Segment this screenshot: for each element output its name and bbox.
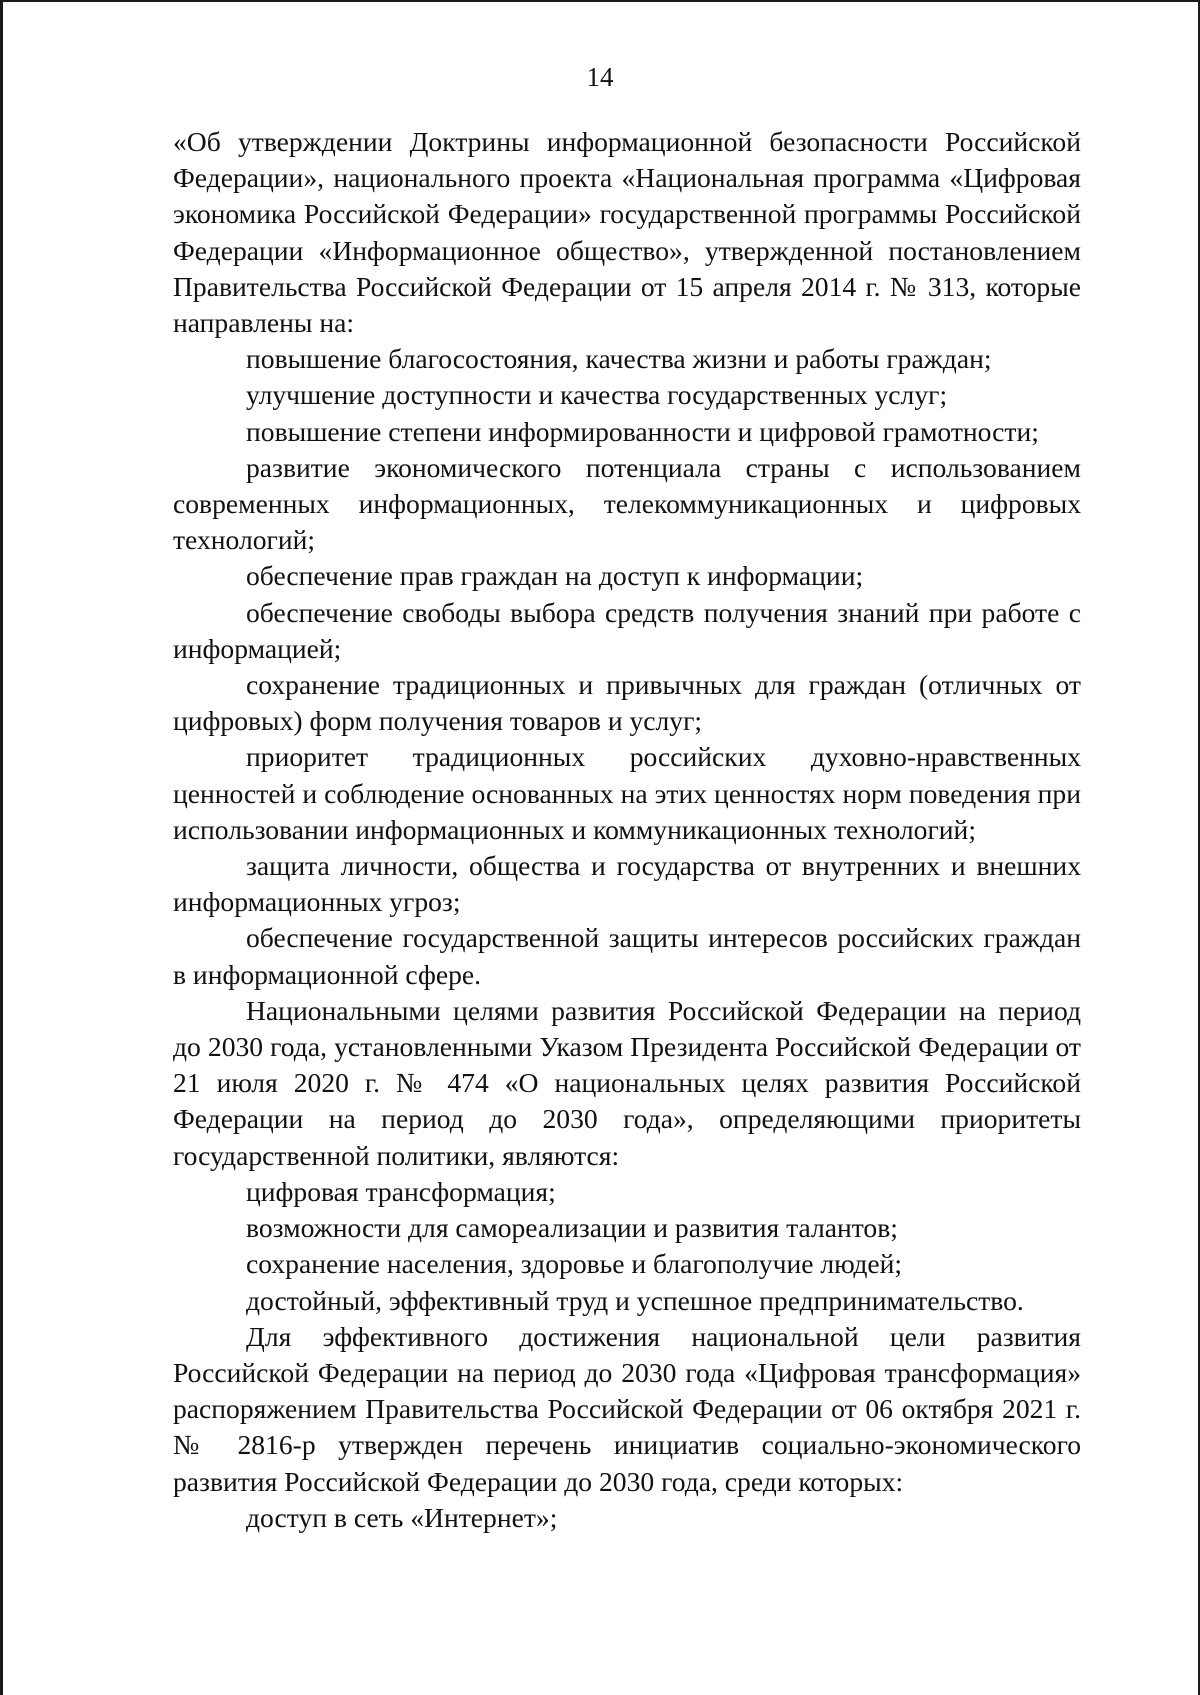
- list-item: улучшение доступности и качества государственных услуг;: [246, 379, 948, 411]
- list-item: возможности для самореализации и развития талантов;: [246, 1212, 898, 1244]
- list-item: обеспечение свободы выбора средств получения знаний при работе с информацией;: [173, 596, 1081, 664]
- document-body: [173, 124, 1081, 1536]
- page-number: 14: [586, 62, 614, 92]
- list-item: приоритет традиционных российских духовно-нравственных ценностей и соблюдение основанных на этих ценностях норм поведения при использовании информационных и коммуникационных технологий;: [173, 741, 1081, 845]
- list-item: обеспечение государственной защиты интересов российских граждан в информационной сфере.: [173, 922, 1081, 990]
- scan-border-top: [0, 0, 1200, 2]
- list-item: повышение благосостояния, качества жизни и работы граждан;: [246, 343, 992, 375]
- list-item: сохранение традиционных и привычных для граждан (отличных от цифровых) форм получения товаров и услуг;: [173, 669, 1081, 737]
- list-item: достойный, эффективный труд и успешное предпринимательство.: [246, 1284, 1024, 1316]
- list-item: развитие экономического потенциала страны с использованием современных информационных, телекоммуникационных и цифровых технологий;: [173, 451, 1081, 556]
- list-item: повышение степени информированности и цифровой грамотности;: [246, 415, 1039, 447]
- list-item: цифровая трансформация;: [246, 1175, 556, 1207]
- scan-border-left: [0, 0, 3, 1695]
- paragraph-intro: «Об утверждении Доктрины информационной безопасности Российской Федерации», национального проекта «Национальная программа «Цифровая экономика Российской Федерации» государственной программы Российской Федерации «Информационное общество», утвержденной постановлением Правительства Российской Федерации от 15 апреля 2014 г. № 313, которые направлены на:: [173, 126, 1081, 339]
- list-item: доступ в сеть «Интернет»;: [246, 1501, 558, 1533]
- list-item: защита личности, общества и государства от внутренних и внешних информационных угроз;: [173, 850, 1081, 918]
- paragraph-national-goals: Национальными целями развития Российской Федерации на период до 2030 года, установленными Указом Президента Российской Федерации от 21 июля 2020 г. № 474 «О национальных целях развития Российской Федерации на период до 2030 года», определяющими приоритеты государственной политики, являются:: [173, 994, 1081, 1171]
- list-item: обеспечение прав граждан на доступ к информации;: [246, 560, 864, 592]
- list-item: сохранение населения, здоровье и благополучие людей;: [246, 1248, 903, 1280]
- paragraph-initiatives: Для эффективного достижения национальной цели развития Российской Федерации на период до 2030 года «Цифровая трансформация» распоряжением Правительства Российской Федерации от 06 октября 2021 г. № 2816-р утвержден перечень инициатив социально-экономического развития Российской Федерации до 2030 года, среди которых:: [173, 1320, 1081, 1497]
